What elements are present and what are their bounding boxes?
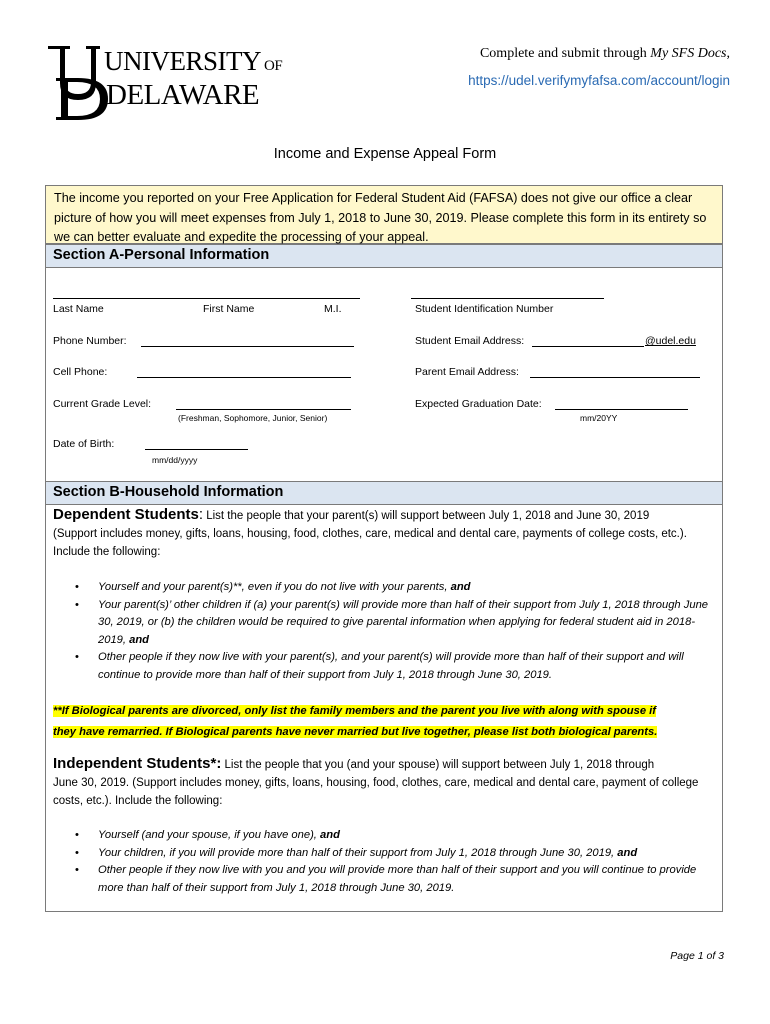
- note-line-2: they have remarried. If Biological parents have never married but live together, please list both biological parents.: [53, 726, 658, 738]
- logo-of-text: OF: [264, 58, 283, 74]
- student-id-label: Student Identification Number: [415, 303, 554, 315]
- university-logo: [46, 42, 283, 122]
- mi-label: M.I.: [324, 303, 342, 315]
- list-item: • Your children, if you will provide more than half of their support from July 1, 2018 through June 30, 2019, and: [53, 845, 721, 863]
- list-item: • Other people if they now live with you and you will provide more than half of their support and you will continue to provide more than half of their support from July 1, 2018 through June 30, 2019.: [53, 862, 721, 897]
- dob-line[interactable]: [145, 449, 248, 450]
- list-item: • Yourself (and your spouse, if you have one), and: [53, 827, 721, 845]
- grad-date-label: Expected Graduation Date:: [415, 398, 542, 410]
- independent-intro: [53, 755, 719, 810]
- grade-label: Current Grade Level:: [53, 398, 152, 410]
- cell-line[interactable]: [137, 377, 351, 378]
- dependent-colon: :: [198, 506, 204, 523]
- note-line-1: **If Biological parents are divorced, only list the family members and the parent you live with along with spouse if: [53, 705, 657, 717]
- submission-instructions: [468, 46, 730, 88]
- dependent-text-1: List the people that your parent(s) will support between July 1, 2018 and June 30, 2019: [203, 510, 650, 522]
- section-b-heading: Section B-Household Information: [46, 481, 722, 505]
- dob-hint: mm/dd/yyyy: [152, 455, 198, 465]
- page-number: Page 1 of 3: [670, 950, 724, 962]
- complete-text: Complete and submit through: [479, 46, 651, 61]
- last-name-label: Last Name: [53, 303, 104, 315]
- list-item: • Your parent(s)’ other children if (a) your parent(s) will provide more than half of their support from July 1, 2018 through June 30, 2019, or (b) the children would be required to give parental information when applying for federal student aid in 2018-2019, and: [53, 597, 721, 650]
- student-id-line[interactable]: [411, 298, 604, 299]
- form-title: Income and Expense Appeal Form: [273, 146, 497, 162]
- dependent-intro: [53, 506, 719, 561]
- dependent-heading: Dependent Students: [53, 506, 199, 523]
- first-name-label: First Name: [203, 303, 255, 315]
- grade-line[interactable]: [176, 409, 351, 410]
- dependent-text-2: (Support includes money, gifts, loans, housing, food, clothes, care, medical and dental care, payments of college costs, etc.). Include the following:: [53, 528, 687, 558]
- phone-line[interactable]: [141, 346, 354, 347]
- grad-date-hint: mm/20YY: [580, 413, 618, 423]
- verify-fafsa-link[interactable]: https://udel.verifymyfafsa.com/account/login: [468, 73, 730, 88]
- divorce-note: [53, 700, 657, 742]
- independent-text-1: List the people that you (and your spouse) will support between July 1, 2018 through: [221, 759, 655, 771]
- logo-delaware-text: DELAWARE: [106, 79, 260, 111]
- independent-list: [53, 827, 721, 897]
- phone-label: Phone Number:: [53, 335, 127, 347]
- grade-hint: (Freshman, Sophomore, Junior, Senior): [178, 413, 328, 423]
- dob-label: Date of Birth:: [53, 438, 115, 450]
- student-email-line[interactable]: [532, 346, 644, 347]
- section-a-heading: Section A-Personal Information: [46, 244, 722, 268]
- list-item: • Other people if they now live with your parent(s), and your parent(s) will provide more than half of their support and will continue to provide more than half of their support from July 1, 2018 through June 30, 2019.: [53, 649, 721, 684]
- name-line[interactable]: [53, 298, 360, 299]
- dependent-list: [53, 579, 721, 684]
- intro-text: The income you reported on your Free Application for Federal Student Aid (FAFSA) does not give our office a clear picture of how you will meet expenses from July 1, 2018 to June 30, 2019. Please complete this form in its entirety so we can better evaluate and expedite the processing of your appeal.: [46, 186, 722, 244]
- sfs-docs-text: My SFS Docs: [650, 46, 727, 61]
- independent-heading: Independent Students*:: [53, 755, 222, 772]
- list-item: • Yourself and your parent(s)**, even if you do not live with your parents, and: [53, 579, 721, 597]
- udel-domain: @udel.edu: [645, 335, 696, 347]
- logo-university-text: UNIVERSITY: [104, 46, 261, 76]
- grad-date-line[interactable]: [555, 409, 688, 410]
- student-email-label: Student Email Address:: [415, 335, 525, 347]
- independent-text-2: June 30, 2019. (Support includes money, gifts, loans, housing, food, clothes, care, medical and dental care, payment of college costs, etc.). Include the following:: [53, 777, 699, 807]
- parent-email-label: Parent Email Address:: [415, 366, 519, 378]
- cell-label: Cell Phone:: [53, 366, 108, 378]
- complete-suffix: ,: [726, 46, 730, 61]
- parent-email-line[interactable]: [530, 377, 700, 378]
